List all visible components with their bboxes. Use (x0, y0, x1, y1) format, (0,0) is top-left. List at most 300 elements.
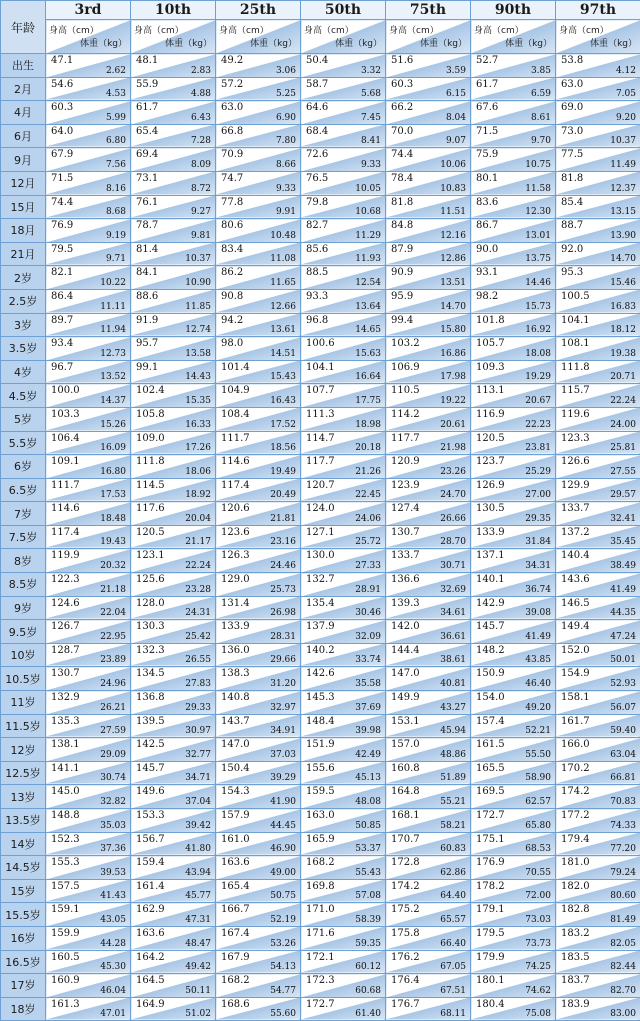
value-cell (556, 171, 640, 195)
age-label: 2.5岁 (1, 289, 46, 313)
value-cell (301, 266, 386, 290)
weight-value: 2.83 (191, 66, 211, 76)
weight-value: 24.31 (185, 608, 211, 618)
value-cell (131, 667, 216, 691)
height-value: 87.9 (391, 244, 413, 255)
weight-value: 41.49 (610, 585, 636, 595)
weight-unit-label: 体重（kg） (80, 36, 127, 49)
height-value: 84.1 (136, 267, 158, 278)
value-cell (471, 219, 556, 243)
weight-value: 29.57 (610, 490, 636, 500)
weight-value: 10.48 (270, 231, 296, 241)
percentile-header: 10th (131, 1, 216, 20)
weight-value: 6.15 (446, 89, 466, 99)
weight-value: 7.56 (106, 160, 126, 170)
value-cell (301, 738, 386, 762)
weight-value: 37.69 (355, 703, 381, 713)
height-value: 180.4 (476, 999, 505, 1010)
weight-value: 58.90 (525, 773, 551, 783)
height-value: 105.8 (136, 409, 165, 420)
height-value: 183.7 (561, 975, 590, 986)
weight-value: 10.90 (185, 278, 211, 288)
value-cell (131, 502, 216, 526)
weight-value: 7.45 (361, 113, 381, 123)
value-cell (216, 289, 301, 313)
weight-value: 26.55 (185, 655, 211, 665)
value-cell (556, 643, 640, 667)
value-cell (556, 667, 640, 691)
weight-value: 32.77 (185, 750, 211, 760)
height-value: 130.5 (476, 503, 505, 514)
value-cell (301, 903, 386, 927)
height-value: 66.2 (391, 102, 413, 113)
weight-value: 20.32 (100, 561, 126, 571)
height-value: 101.8 (476, 315, 505, 326)
height-value: 85.4 (561, 197, 583, 208)
value-cell (471, 691, 556, 715)
height-value: 164.2 (136, 952, 165, 963)
value-cell (301, 124, 386, 148)
weight-value: 18.06 (185, 467, 211, 477)
weight-value: 13.15 (610, 207, 636, 217)
height-value: 154.3 (221, 786, 250, 797)
height-value: 176.4 (391, 975, 420, 986)
height-value: 157.4 (476, 716, 505, 727)
height-value: 169.5 (476, 786, 505, 797)
value-cell (471, 407, 556, 431)
value-cell (216, 407, 301, 431)
value-cell (386, 879, 471, 903)
age-label: 9岁 (1, 596, 46, 620)
weight-value: 25.42 (185, 632, 211, 642)
value-cell (556, 903, 640, 927)
height-value: 132.9 (51, 692, 80, 703)
weight-value: 13.61 (270, 325, 296, 335)
value-cell (386, 856, 471, 880)
value-cell (216, 384, 301, 408)
height-value: 102.4 (136, 385, 165, 396)
value-cell (131, 573, 216, 597)
height-value: 163.6 (221, 857, 250, 868)
height-value: 123.3 (561, 433, 590, 444)
weight-value: 66.40 (440, 939, 466, 949)
unit-header-cell (301, 20, 386, 54)
weight-value: 9.19 (106, 231, 126, 241)
weight-value: 20.71 (610, 372, 636, 382)
weight-value: 22.24 (610, 396, 636, 406)
value-cell (386, 289, 471, 313)
height-value: 142.6 (306, 668, 335, 679)
value-cell (301, 384, 386, 408)
value-cell (386, 101, 471, 125)
value-cell (386, 384, 471, 408)
weight-value: 50.01 (610, 655, 636, 665)
value-cell (386, 714, 471, 738)
weight-value: 15.73 (525, 302, 551, 312)
weight-value: 3.85 (531, 66, 551, 76)
value-cell (556, 573, 640, 597)
value-cell (301, 856, 386, 880)
weight-value: 46.04 (100, 986, 126, 996)
value-cell (46, 950, 131, 974)
weight-value: 49.00 (270, 868, 296, 878)
value-cell (386, 785, 471, 809)
weight-value: 45.13 (355, 773, 381, 783)
value-cell (471, 101, 556, 125)
weight-value: 74.33 (610, 821, 636, 831)
height-value: 48.1 (136, 55, 158, 66)
height-value: 138.3 (221, 668, 250, 679)
weight-value: 10.83 (440, 184, 466, 194)
weight-value: 39.29 (270, 773, 296, 783)
weight-value: 11.58 (525, 184, 551, 194)
weight-value: 65.57 (440, 915, 466, 925)
weight-value: 5.68 (361, 89, 381, 99)
weight-value: 39.42 (185, 821, 211, 831)
height-value: 77.8 (221, 197, 243, 208)
weight-value: 83.00 (610, 1009, 636, 1019)
weight-value: 51.02 (185, 1009, 211, 1019)
height-value: 156.7 (136, 834, 165, 845)
weight-value: 59.40 (610, 726, 636, 736)
weight-value: 4.88 (191, 89, 211, 99)
weight-value: 30.46 (355, 608, 381, 618)
weight-value: 10.37 (610, 136, 636, 146)
weight-value: 25.81 (610, 443, 636, 453)
height-value: 65.4 (136, 126, 158, 137)
height-value: 183.2 (561, 928, 590, 939)
weight-value: 12.66 (270, 302, 296, 312)
value-cell (386, 148, 471, 172)
table-row (1, 785, 640, 809)
value-cell (216, 77, 301, 101)
weight-value: 15.26 (100, 420, 126, 430)
value-cell (301, 289, 386, 313)
height-value: 170.2 (561, 763, 590, 774)
weight-value: 4.53 (106, 89, 126, 99)
height-value: 104.9 (221, 385, 250, 396)
value-cell (46, 101, 131, 125)
value-cell (216, 761, 301, 785)
height-value: 73.0 (561, 126, 583, 137)
value-cell (46, 738, 131, 762)
height-value: 171.6 (306, 928, 335, 939)
weight-value: 17.52 (270, 420, 296, 430)
weight-value: 8.16 (106, 184, 126, 194)
value-cell (301, 101, 386, 125)
height-value: 82.1 (51, 267, 73, 278)
value-cell (131, 313, 216, 337)
age-label: 3.5岁 (1, 337, 46, 361)
weight-value: 33.74 (355, 655, 381, 665)
height-value: 76.1 (136, 197, 158, 208)
height-value: 136.0 (221, 645, 250, 656)
weight-value: 13.90 (610, 231, 636, 241)
weight-value: 19.22 (440, 396, 466, 406)
weight-value: 43.05 (100, 915, 126, 925)
height-value: 140.2 (306, 645, 335, 656)
height-value: 117.7 (306, 456, 335, 467)
value-cell (301, 714, 386, 738)
weight-value: 29.35 (525, 514, 551, 524)
age-label: 14.5岁 (1, 856, 46, 880)
value-cell (131, 856, 216, 880)
height-value: 95.7 (136, 338, 158, 349)
weight-value: 2.62 (106, 66, 126, 76)
weight-value: 81.49 (610, 915, 636, 925)
value-cell (556, 620, 640, 644)
weight-value: 82.05 (610, 939, 636, 949)
height-value: 176.2 (391, 952, 420, 963)
value-cell (131, 124, 216, 148)
height-value: 180.1 (476, 975, 505, 986)
weight-value: 67.51 (440, 986, 466, 996)
weight-value: 50.85 (355, 821, 381, 831)
value-cell (556, 219, 640, 243)
height-value: 109.3 (476, 362, 505, 373)
weight-value: 8.66 (276, 160, 296, 170)
weight-value: 44.28 (100, 939, 126, 949)
value-cell (216, 525, 301, 549)
height-value: 53.8 (561, 55, 583, 66)
weight-value: 23.26 (440, 467, 466, 477)
height-value: 133.7 (561, 503, 590, 514)
height-value: 79.5 (51, 244, 73, 255)
value-cell (471, 832, 556, 856)
height-value: 165.4 (221, 881, 250, 892)
weight-value: 49.20 (525, 703, 551, 713)
height-value: 152.3 (51, 834, 80, 845)
weight-value: 23.16 (270, 537, 296, 547)
height-value: 168.1 (391, 810, 420, 821)
value-cell (301, 643, 386, 667)
weight-value: 24.00 (610, 420, 636, 430)
value-cell (46, 525, 131, 549)
weight-value: 39.08 (525, 608, 551, 618)
value-cell (46, 714, 131, 738)
weight-value: 3.06 (276, 66, 296, 76)
value-cell (46, 407, 131, 431)
weight-value: 68.53 (525, 844, 551, 854)
value-cell (471, 549, 556, 573)
value-cell (386, 54, 471, 78)
weight-unit-label: 体重（kg） (590, 36, 637, 49)
age-label: 6月 (1, 124, 46, 148)
height-value: 131.4 (221, 598, 250, 609)
height-value: 172.7 (476, 810, 505, 821)
table-row (1, 926, 640, 950)
value-cell (386, 407, 471, 431)
value-cell (131, 643, 216, 667)
table-row (1, 761, 640, 785)
height-value: 126.3 (221, 550, 250, 561)
weight-value: 17.98 (440, 372, 466, 382)
height-value: 133.7 (391, 550, 420, 561)
height-value: 151.9 (306, 739, 335, 750)
value-cell (46, 54, 131, 78)
value-cell (131, 77, 216, 101)
weight-value: 6.59 (531, 89, 551, 99)
weight-value: 27.00 (525, 490, 551, 500)
value-cell (301, 431, 386, 455)
height-value: 81.4 (136, 244, 158, 255)
weight-value: 32.69 (440, 585, 466, 595)
value-cell (216, 714, 301, 738)
value-cell (46, 171, 131, 195)
value-cell (216, 360, 301, 384)
weight-value: 41.49 (525, 632, 551, 642)
value-cell (301, 691, 386, 715)
height-value: 124.0 (306, 503, 335, 514)
value-cell (556, 525, 640, 549)
height-value: 172.8 (391, 857, 420, 868)
value-cell (216, 148, 301, 172)
height-value: 64.6 (306, 102, 328, 113)
weight-value: 20.61 (440, 420, 466, 430)
value-cell (131, 242, 216, 266)
weight-value: 23.89 (100, 655, 126, 665)
height-value: 113.1 (476, 385, 505, 396)
height-value: 71.5 (476, 126, 498, 137)
height-unit-label: 身高（cm） (559, 23, 609, 36)
value-cell (471, 738, 556, 762)
height-value: 174.2 (391, 881, 420, 892)
height-value: 100.0 (51, 385, 80, 396)
height-value: 161.4 (136, 881, 165, 892)
weight-value: 5.25 (276, 89, 296, 99)
height-value: 169.8 (306, 881, 335, 892)
value-cell (301, 195, 386, 219)
age-label: 16.5岁 (1, 950, 46, 974)
value-cell (301, 54, 386, 78)
height-value: 111.3 (306, 409, 335, 420)
height-value: 108.1 (561, 338, 590, 349)
height-value: 183.9 (561, 999, 590, 1010)
height-value: 92.0 (561, 244, 583, 255)
weight-value: 20.67 (525, 396, 551, 406)
value-cell (216, 832, 301, 856)
value-cell (46, 313, 131, 337)
age-label: 6岁 (1, 455, 46, 479)
height-value: 153.3 (136, 810, 165, 821)
weight-value: 79.24 (610, 868, 636, 878)
weight-value: 16.33 (185, 420, 211, 430)
value-cell (556, 124, 640, 148)
value-cell (216, 101, 301, 125)
weight-value: 80.60 (610, 891, 636, 901)
value-cell (301, 809, 386, 833)
value-cell (301, 997, 386, 1021)
weight-value: 23.28 (185, 585, 211, 595)
value-cell (386, 761, 471, 785)
age-label: 8岁 (1, 549, 46, 573)
weight-value: 47.31 (185, 915, 211, 925)
value-cell (301, 926, 386, 950)
height-value: 143.6 (561, 574, 590, 585)
unit-header-cell (46, 20, 131, 54)
value-cell (46, 691, 131, 715)
weight-value: 30.74 (100, 773, 126, 783)
value-cell (386, 431, 471, 455)
weight-value: 6.80 (106, 136, 126, 146)
value-cell (216, 879, 301, 903)
height-value: 72.6 (306, 149, 328, 160)
weight-value: 8.04 (446, 113, 466, 123)
height-value: 84.8 (391, 220, 413, 231)
value-cell (471, 289, 556, 313)
weight-value: 3.59 (446, 66, 466, 76)
weight-value: 67.05 (440, 962, 466, 972)
value-cell (471, 714, 556, 738)
value-cell (556, 313, 640, 337)
value-cell (46, 596, 131, 620)
height-value: 132.3 (136, 645, 165, 656)
value-cell (216, 903, 301, 927)
weight-value: 28.91 (355, 585, 381, 595)
height-value: 128.0 (136, 598, 165, 609)
height-value: 176.7 (391, 999, 420, 1010)
height-unit-label: 身高（cm） (49, 23, 99, 36)
height-value: 82.7 (306, 220, 328, 231)
value-cell (386, 549, 471, 573)
height-value: 125.6 (136, 574, 165, 585)
weight-value: 27.59 (100, 726, 126, 736)
value-cell (301, 785, 386, 809)
weight-value: 60.12 (355, 962, 381, 972)
height-value: 117.4 (221, 480, 250, 491)
weight-value: 48.08 (355, 797, 381, 807)
percentile-header: 90th (471, 1, 556, 20)
table-row (1, 77, 640, 101)
value-cell (131, 997, 216, 1021)
weight-value: 19.43 (100, 537, 126, 547)
height-value: 139.3 (391, 598, 420, 609)
value-cell (46, 573, 131, 597)
height-value: 67.9 (51, 149, 73, 160)
value-cell (216, 785, 301, 809)
value-cell (131, 54, 216, 78)
value-cell (386, 77, 471, 101)
height-value: 162.9 (136, 904, 165, 915)
weight-value: 27.33 (355, 561, 381, 571)
weight-value: 32.09 (355, 632, 381, 642)
value-cell (386, 950, 471, 974)
age-label: 4月 (1, 101, 46, 125)
height-value: 63.0 (561, 79, 583, 90)
value-cell (386, 903, 471, 927)
weight-value: 19.29 (525, 372, 551, 382)
value-cell (471, 879, 556, 903)
height-value: 98.0 (221, 338, 243, 349)
weight-value: 54.77 (270, 986, 296, 996)
weight-value: 26.21 (100, 703, 126, 713)
weight-value: 8.72 (191, 184, 211, 194)
value-cell (471, 124, 556, 148)
weight-value: 36.74 (525, 585, 551, 595)
weight-value: 82.70 (610, 986, 636, 996)
height-value: 175.8 (391, 928, 420, 939)
weight-value: 11.29 (355, 231, 381, 241)
weight-value: 41.90 (270, 797, 296, 807)
value-cell (46, 360, 131, 384)
height-value: 157.0 (391, 739, 420, 750)
age-label: 14岁 (1, 832, 46, 856)
value-cell (556, 502, 640, 526)
age-label: 3岁 (1, 313, 46, 337)
value-cell (386, 219, 471, 243)
value-cell (131, 360, 216, 384)
age-label: 8.5岁 (1, 573, 46, 597)
